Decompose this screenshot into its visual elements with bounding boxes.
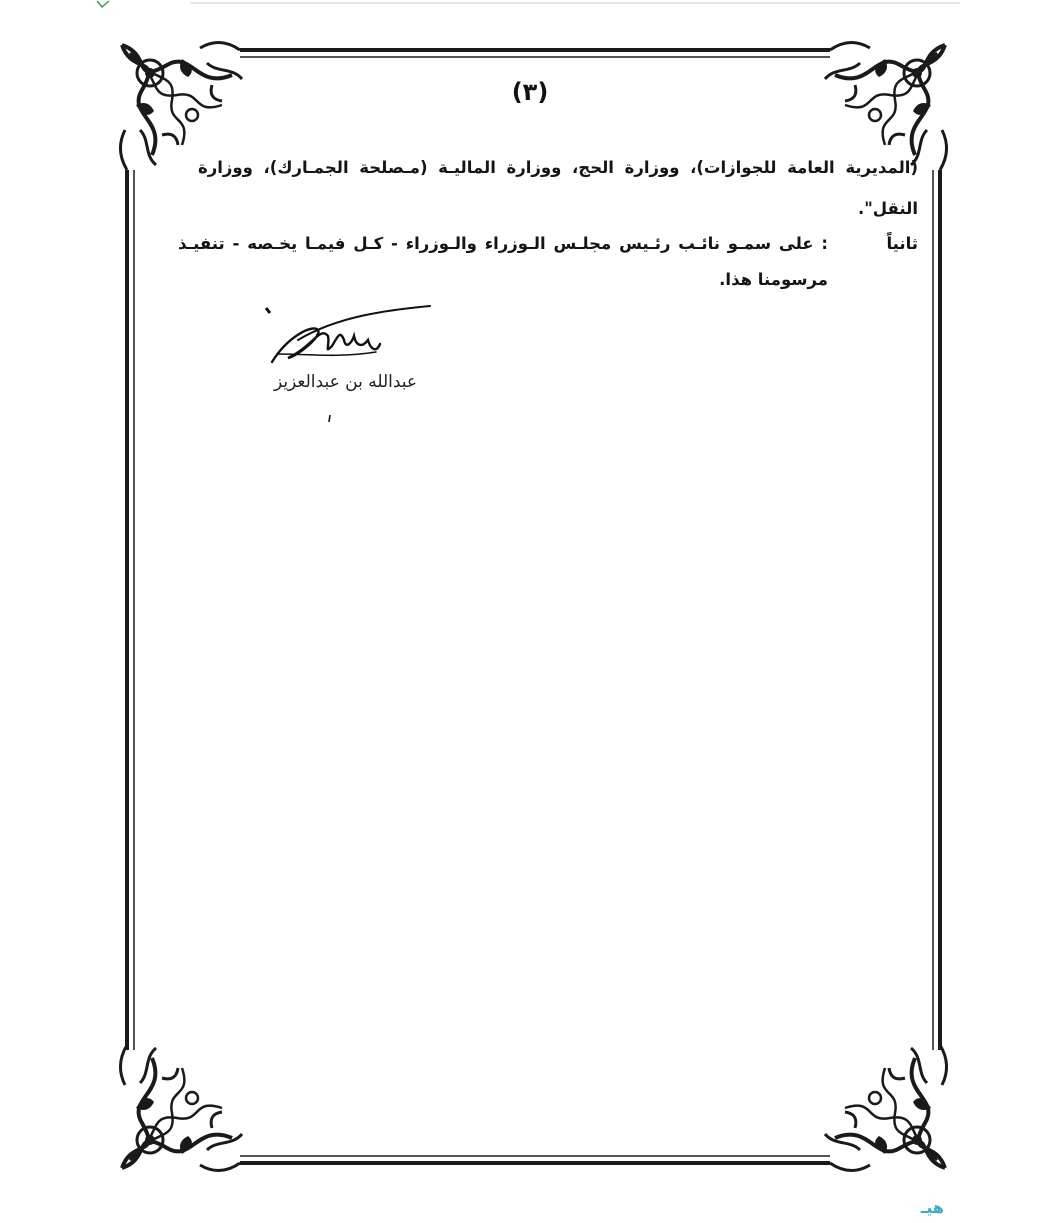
paragraph-1-line-2: النقل".	[857, 199, 918, 218]
paragraph-1-line-1: (المديرية العامة للجوازات)، ووزارة الحج، ووزارة الماليـة (مـصلحة الجمـارك)، ووزارة	[198, 158, 918, 177]
clause-2-label: ثانياً	[886, 234, 918, 253]
signatory-name: عبدالله بن عبدالعزيز	[273, 372, 418, 392]
clause-2-line-2: مرسومنا هذا.	[719, 270, 828, 289]
clause-2-line-1: : على سمـو نائـب رئـيس مجلـس الـوزراء والـوزراء - كـل فيمـا يخـصه - تنفيـذ	[178, 234, 828, 253]
footer-word: هيـ	[920, 1198, 944, 1217]
signature-tick-icon	[326, 414, 334, 424]
page-number: (٣)	[511, 78, 549, 106]
handwritten-signature-icon	[258, 296, 438, 376]
